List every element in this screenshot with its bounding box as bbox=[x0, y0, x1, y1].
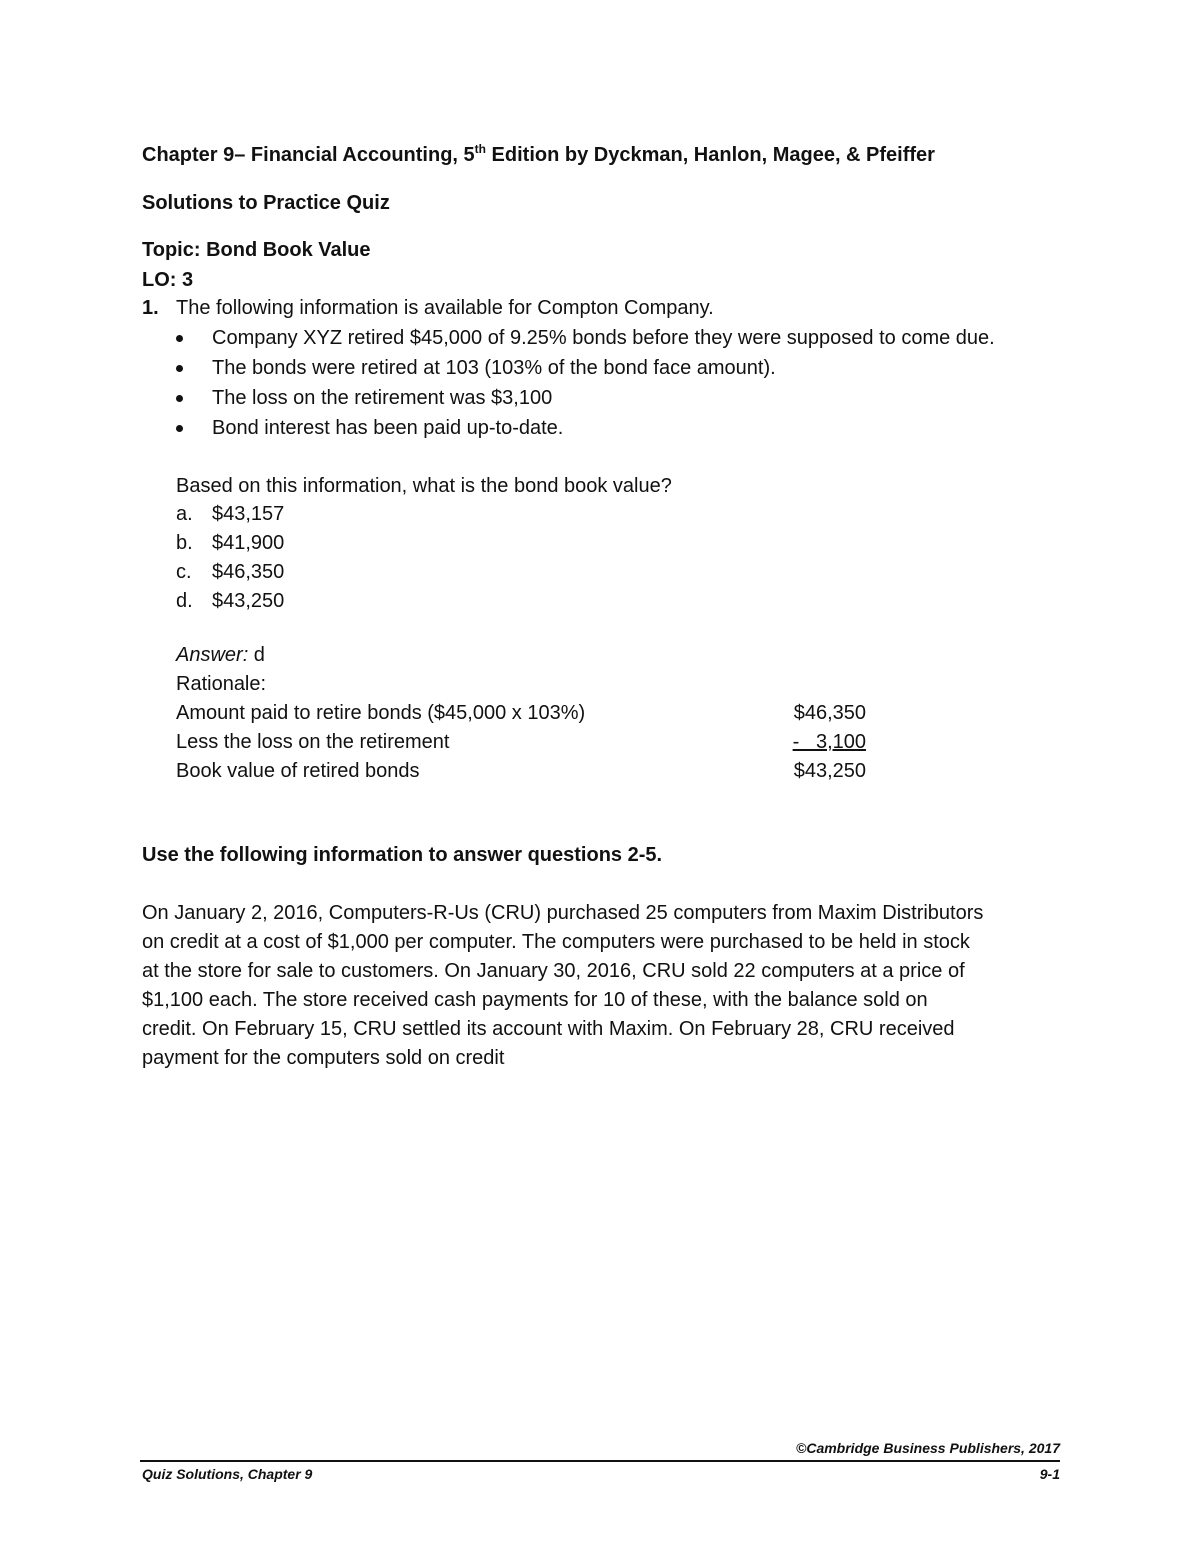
chapter-title-superscript: th bbox=[474, 142, 486, 156]
option-text: $43,157 bbox=[212, 503, 285, 525]
option-b bbox=[176, 531, 284, 560]
bullet-item bbox=[176, 416, 995, 446]
bullet-text: Bond interest has been paid up-to-date. bbox=[212, 417, 564, 439]
bullet-text: The loss on the retirement was $3,100 bbox=[212, 387, 553, 409]
info-heading: Use the following information to answer questions 2-5. bbox=[142, 844, 663, 866]
question-topic: Topic: Bond Book Value bbox=[142, 239, 371, 261]
answer-label: Answer: bbox=[176, 644, 249, 666]
bullet-text: The bonds were retired at 103 (103% of the bond face amount). bbox=[212, 357, 776, 379]
footer-section-label: Quiz Solutions, Chapter 9 bbox=[142, 1466, 313, 1482]
paragraph-line: credit. On February 15, CRU settled its account with Maxim. On February 28, CRU received bbox=[142, 1018, 955, 1040]
option-text: $43,250 bbox=[212, 590, 285, 612]
footer-copyright: ©Cambridge Business Publishers, 2017 bbox=[796, 1440, 1060, 1456]
bullet-item bbox=[176, 356, 995, 386]
rationale-label: Rationale: bbox=[176, 673, 267, 695]
answer-value: d bbox=[248, 644, 265, 666]
calc-row bbox=[176, 730, 866, 759]
bullet-item bbox=[176, 326, 995, 356]
option-letter: b. bbox=[176, 532, 193, 554]
bullet-item bbox=[176, 386, 995, 416]
paragraph-line: at the store for sale to customers. On January 30, 2016, CRU sold 22 computers at a price of bbox=[142, 960, 965, 982]
bullet-dot-icon bbox=[176, 395, 183, 402]
paragraph-line: $1,100 each. The store received cash payments for 10 of these, with the balance sold on bbox=[142, 989, 928, 1011]
option-text: $41,900 bbox=[212, 532, 285, 554]
footer-page-number: 9-1 bbox=[1039, 1466, 1060, 1482]
chapter-title bbox=[142, 143, 935, 167]
page-subtitle: Solutions to Practice Quiz bbox=[142, 192, 390, 214]
option-letter: d. bbox=[176, 590, 193, 612]
question-number: 1. bbox=[142, 297, 159, 319]
option-d bbox=[176, 589, 284, 618]
question-text: The following information is available for Compton Company. bbox=[176, 297, 714, 319]
option-a bbox=[176, 502, 284, 531]
chapter-title-part-1: Chapter 9– Financial Accounting, 5 bbox=[142, 144, 475, 166]
paragraph-line: payment for the computers sold on credit bbox=[142, 1047, 505, 1069]
bullet-dot-icon bbox=[176, 425, 183, 432]
answer-line bbox=[176, 643, 265, 667]
learning-objective: LO: 3 bbox=[142, 269, 194, 291]
calc-description: Book value of retired bonds bbox=[176, 760, 420, 782]
calc-row bbox=[176, 701, 866, 730]
option-text: $46,350 bbox=[212, 561, 285, 583]
rationale-calculation bbox=[176, 701, 866, 788]
option-letter: a. bbox=[176, 503, 193, 525]
bullet-dot-icon bbox=[176, 335, 183, 342]
bullet-dot-icon bbox=[176, 365, 183, 372]
paragraph-line: on credit at a cost of $1,000 per computer. The computers were purchased to be held in stock bbox=[142, 931, 970, 953]
calc-description: Less the loss on the retirement bbox=[176, 731, 450, 753]
paragraph-line: On January 2, 2016, Computers-R-Us (CRU) purchased 25 computers from Maxim Distributors bbox=[142, 902, 984, 924]
question-prompt: Based on this information, what is the bond book value? bbox=[176, 475, 672, 497]
option-c bbox=[176, 560, 284, 589]
option-letter: c. bbox=[176, 561, 192, 583]
answer-options bbox=[176, 502, 284, 618]
scenario-paragraph bbox=[142, 899, 1062, 1073]
info-bullet-list bbox=[176, 326, 995, 446]
calc-row bbox=[176, 759, 866, 788]
footer-divider bbox=[140, 1460, 1060, 1462]
calc-amount: $43,250 bbox=[793, 760, 866, 782]
chapter-title-part-2: Edition by Dyckman, Hanlon, Magee, & Pfeiffer bbox=[485, 144, 935, 166]
calc-amount: $46,350 bbox=[793, 702, 866, 724]
calc-description: Amount paid to retire bonds ($45,000 x 103%) bbox=[176, 702, 586, 724]
bullet-text: Company XYZ retired $45,000 of 9.25% bonds before they were supposed to come due. bbox=[212, 327, 995, 349]
question-1-stem bbox=[142, 296, 714, 320]
calc-amount: - 3,100 bbox=[792, 731, 866, 753]
